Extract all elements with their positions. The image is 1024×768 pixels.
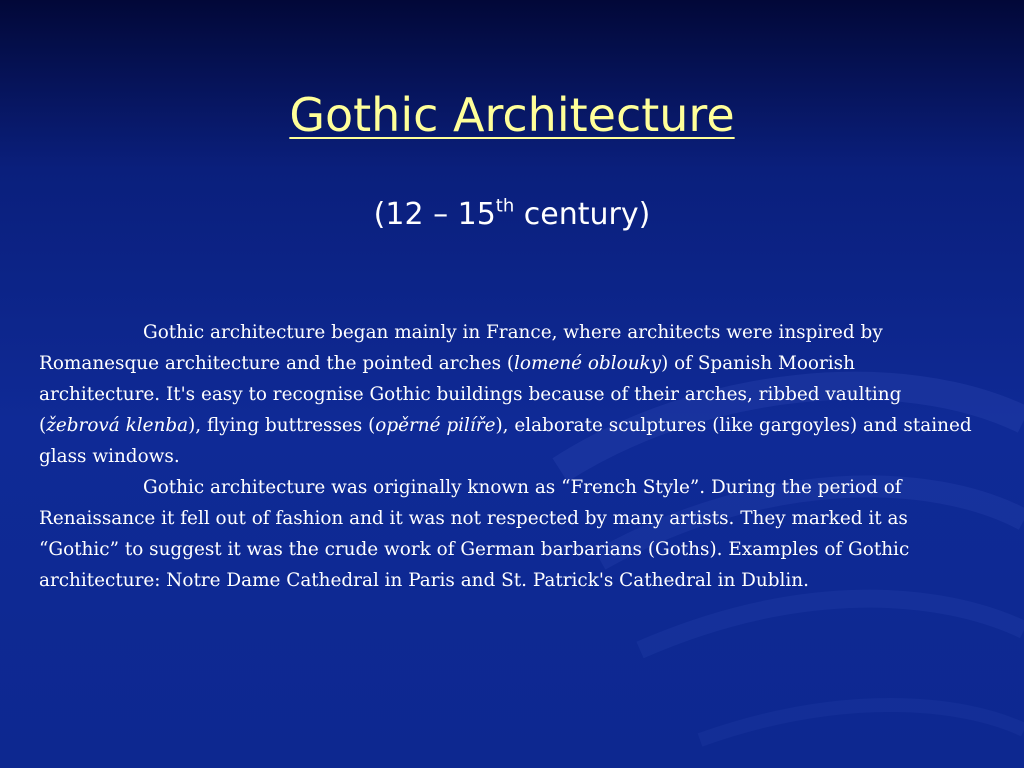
term-operne-pilire: opěrné pilíře (375, 415, 496, 436)
slide-subtitle (0, 197, 1024, 233)
term-zebrova-klenba: žebrová klenba (46, 415, 189, 436)
term-lomene-oblouky: lomené oblouky (514, 353, 662, 374)
paragraph-1 (39, 317, 979, 472)
subtitle-prefix: (12 – 15 (373, 197, 496, 232)
paragraph-1-text-2: ) of Spanish Moorish architecture. It's easy to recognise Gothic buildings because of their arches, ribbed vaulting ( (39, 353, 902, 436)
paragraph-2 (39, 472, 979, 596)
paragraph-1-text-3: ), flying buttresses ( (188, 415, 376, 436)
slide-title: Gothic Architecture (289, 88, 735, 142)
slide-body (39, 317, 979, 596)
paragraph-1-text-1: Gothic architecture began mainly in France, where architects were inspired by Romanesque architecture and the pointed arches ( (39, 322, 883, 374)
subtitle-suffix: century) (514, 197, 651, 232)
paragraph-1-text-4: ), elaborate sculptures (like gargoyles) and stained glass windows. (39, 415, 972, 467)
paragraph-2-text-1: Gothic architecture was originally known as “French Style”. During the period of Renaissance it fell out of fashion and it was not respected by many artists. They marked it as “Gothic” to suggest it was the crude work of German barbarians (Goths). Examples of Gothic architecture: Notre Dame Cathedral in Paris and St. Patrick's Cathedral in Dublin. (39, 477, 910, 591)
subtitle-superscript: th (495, 195, 515, 217)
